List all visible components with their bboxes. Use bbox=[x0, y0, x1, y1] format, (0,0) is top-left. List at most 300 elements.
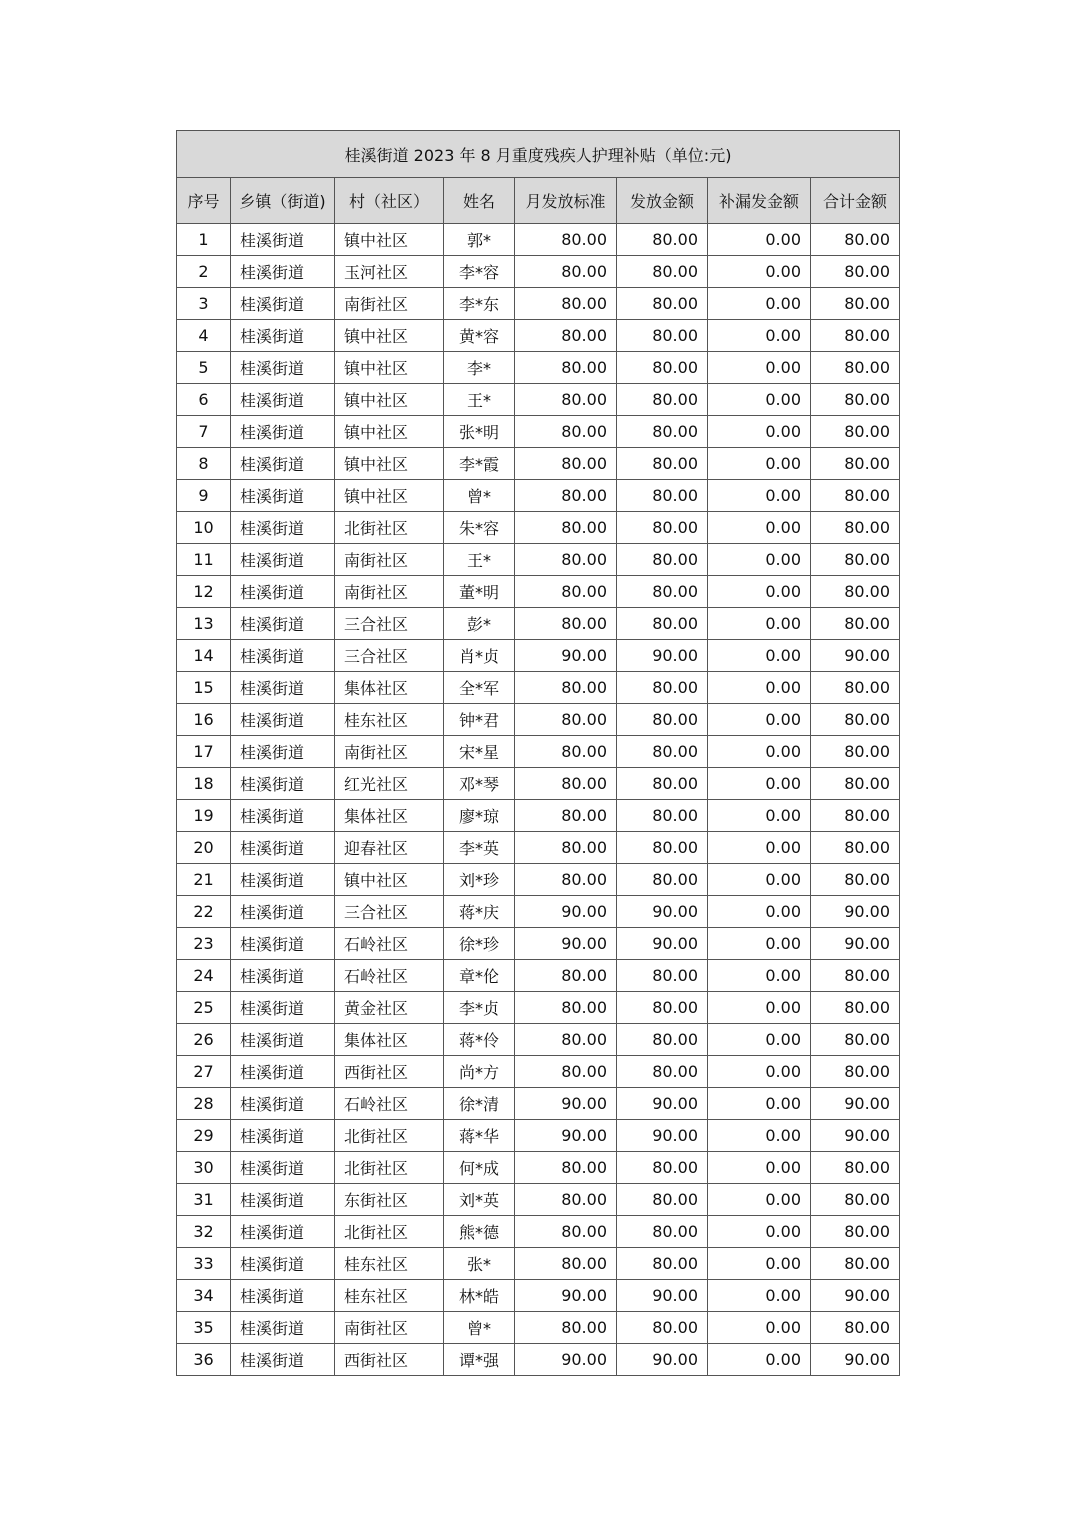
monthly-standard-cell: 90.00 bbox=[515, 928, 617, 960]
total-amount-cell: 80.00 bbox=[811, 992, 900, 1024]
name-cell: 朱*容 bbox=[444, 512, 515, 544]
total-amount-cell: 80.00 bbox=[811, 416, 900, 448]
community-cell: 迎春社区 bbox=[335, 832, 444, 864]
header-cell-issued-amount: 发放金额 bbox=[617, 178, 708, 224]
monthly-standard-cell: 80.00 bbox=[515, 576, 617, 608]
issued-amount-cell: 80.00 bbox=[617, 800, 708, 832]
monthly-standard-cell: 80.00 bbox=[515, 256, 617, 288]
issued-amount-cell: 80.00 bbox=[617, 416, 708, 448]
town-cell: 桂溪街道 bbox=[231, 1088, 335, 1120]
issued-amount-cell: 80.00 bbox=[617, 768, 708, 800]
total-amount-cell: 80.00 bbox=[811, 736, 900, 768]
community-cell: 桂东社区 bbox=[335, 1280, 444, 1312]
total-amount-cell: 80.00 bbox=[811, 256, 900, 288]
monthly-standard-cell: 90.00 bbox=[515, 1344, 617, 1376]
issued-amount-cell: 90.00 bbox=[617, 640, 708, 672]
index-cell: 24 bbox=[177, 960, 231, 992]
name-cell: 李*贞 bbox=[444, 992, 515, 1024]
issued-amount-cell: 80.00 bbox=[617, 480, 708, 512]
table-row bbox=[177, 224, 900, 256]
issued-amount-cell: 80.00 bbox=[617, 224, 708, 256]
town-cell: 桂溪街道 bbox=[231, 608, 335, 640]
monthly-standard-cell: 80.00 bbox=[515, 960, 617, 992]
index-cell: 36 bbox=[177, 1344, 231, 1376]
issued-amount-cell: 80.00 bbox=[617, 1184, 708, 1216]
monthly-standard-cell: 80.00 bbox=[515, 352, 617, 384]
supplement-amount-cell: 0.00 bbox=[708, 512, 811, 544]
supplement-amount-cell: 0.00 bbox=[708, 1088, 811, 1120]
town-cell: 桂溪街道 bbox=[231, 384, 335, 416]
town-cell: 桂溪街道 bbox=[231, 1216, 335, 1248]
community-cell: 南街社区 bbox=[335, 736, 444, 768]
name-cell: 肖*贞 bbox=[444, 640, 515, 672]
monthly-standard-cell: 90.00 bbox=[515, 1120, 617, 1152]
index-cell: 10 bbox=[177, 512, 231, 544]
index-cell: 35 bbox=[177, 1312, 231, 1344]
name-cell: 尚*方 bbox=[444, 1056, 515, 1088]
total-amount-cell: 80.00 bbox=[811, 1312, 900, 1344]
monthly-standard-cell: 80.00 bbox=[515, 512, 617, 544]
total-amount-cell: 80.00 bbox=[811, 224, 900, 256]
index-cell: 8 bbox=[177, 448, 231, 480]
name-cell: 何*成 bbox=[444, 1152, 515, 1184]
town-cell: 桂溪街道 bbox=[231, 1120, 335, 1152]
table-row bbox=[177, 1280, 900, 1312]
monthly-standard-cell: 80.00 bbox=[515, 224, 617, 256]
monthly-standard-cell: 80.00 bbox=[515, 768, 617, 800]
title-row bbox=[177, 131, 900, 178]
supplement-amount-cell: 0.00 bbox=[708, 256, 811, 288]
name-cell: 蒋*伶 bbox=[444, 1024, 515, 1056]
index-cell: 22 bbox=[177, 896, 231, 928]
community-cell: 北街社区 bbox=[335, 1120, 444, 1152]
town-cell: 桂溪街道 bbox=[231, 1248, 335, 1280]
index-cell: 9 bbox=[177, 480, 231, 512]
issued-amount-cell: 90.00 bbox=[617, 1344, 708, 1376]
community-cell: 南街社区 bbox=[335, 1312, 444, 1344]
issued-amount-cell: 80.00 bbox=[617, 1216, 708, 1248]
index-cell: 17 bbox=[177, 736, 231, 768]
community-cell: 黄金社区 bbox=[335, 992, 444, 1024]
table-row bbox=[177, 1312, 900, 1344]
issued-amount-cell: 80.00 bbox=[617, 672, 708, 704]
total-amount-cell: 80.00 bbox=[811, 608, 900, 640]
total-amount-cell: 90.00 bbox=[811, 1088, 900, 1120]
table-row bbox=[177, 544, 900, 576]
monthly-standard-cell: 80.00 bbox=[515, 832, 617, 864]
name-cell: 钟*君 bbox=[444, 704, 515, 736]
total-amount-cell: 90.00 bbox=[811, 896, 900, 928]
name-cell: 熊*德 bbox=[444, 1216, 515, 1248]
community-cell: 镇中社区 bbox=[335, 416, 444, 448]
town-cell: 桂溪街道 bbox=[231, 992, 335, 1024]
monthly-standard-cell: 80.00 bbox=[515, 736, 617, 768]
total-amount-cell: 80.00 bbox=[811, 960, 900, 992]
index-cell: 31 bbox=[177, 1184, 231, 1216]
index-cell: 12 bbox=[177, 576, 231, 608]
table-row bbox=[177, 320, 900, 352]
supplement-amount-cell: 0.00 bbox=[708, 800, 811, 832]
town-cell: 桂溪街道 bbox=[231, 736, 335, 768]
name-cell: 彭* bbox=[444, 608, 515, 640]
supplement-amount-cell: 0.00 bbox=[708, 864, 811, 896]
name-cell: 徐*清 bbox=[444, 1088, 515, 1120]
town-cell: 桂溪街道 bbox=[231, 320, 335, 352]
community-cell: 北街社区 bbox=[335, 1152, 444, 1184]
community-cell: 石岭社区 bbox=[335, 960, 444, 992]
supplement-amount-cell: 0.00 bbox=[708, 448, 811, 480]
name-cell: 郭* bbox=[444, 224, 515, 256]
index-cell: 18 bbox=[177, 768, 231, 800]
monthly-standard-cell: 80.00 bbox=[515, 1024, 617, 1056]
issued-amount-cell: 80.00 bbox=[617, 736, 708, 768]
index-cell: 4 bbox=[177, 320, 231, 352]
community-cell: 镇中社区 bbox=[335, 320, 444, 352]
total-amount-cell: 80.00 bbox=[811, 832, 900, 864]
community-cell: 东街社区 bbox=[335, 1184, 444, 1216]
supplement-amount-cell: 0.00 bbox=[708, 1216, 811, 1248]
monthly-standard-cell: 90.00 bbox=[515, 640, 617, 672]
community-cell: 镇中社区 bbox=[335, 352, 444, 384]
supplement-amount-cell: 0.00 bbox=[708, 1280, 811, 1312]
subsidy-sheet bbox=[176, 130, 899, 1376]
name-cell: 蒋*庆 bbox=[444, 896, 515, 928]
table-row bbox=[177, 832, 900, 864]
index-cell: 28 bbox=[177, 1088, 231, 1120]
index-cell: 21 bbox=[177, 864, 231, 896]
town-cell: 桂溪街道 bbox=[231, 544, 335, 576]
header-cell-community: 村（社区） bbox=[335, 178, 444, 224]
monthly-standard-cell: 90.00 bbox=[515, 1088, 617, 1120]
community-cell: 南街社区 bbox=[335, 544, 444, 576]
monthly-standard-cell: 90.00 bbox=[515, 896, 617, 928]
supplement-amount-cell: 0.00 bbox=[708, 672, 811, 704]
table-row bbox=[177, 1152, 900, 1184]
monthly-standard-cell: 80.00 bbox=[515, 672, 617, 704]
name-cell: 李*英 bbox=[444, 832, 515, 864]
total-amount-cell: 80.00 bbox=[811, 704, 900, 736]
issued-amount-cell: 80.00 bbox=[617, 1024, 708, 1056]
table-row bbox=[177, 960, 900, 992]
monthly-standard-cell: 80.00 bbox=[515, 480, 617, 512]
index-cell: 3 bbox=[177, 288, 231, 320]
name-cell: 谭*强 bbox=[444, 1344, 515, 1376]
name-cell: 黄*容 bbox=[444, 320, 515, 352]
table-row bbox=[177, 1248, 900, 1280]
town-cell: 桂溪街道 bbox=[231, 288, 335, 320]
monthly-standard-cell: 80.00 bbox=[515, 704, 617, 736]
table-row bbox=[177, 1120, 900, 1152]
issued-amount-cell: 80.00 bbox=[617, 1056, 708, 1088]
community-cell: 西街社区 bbox=[335, 1344, 444, 1376]
table-row bbox=[177, 896, 900, 928]
town-cell: 桂溪街道 bbox=[231, 1280, 335, 1312]
name-cell: 章*伦 bbox=[444, 960, 515, 992]
monthly-standard-cell: 80.00 bbox=[515, 1312, 617, 1344]
index-cell: 19 bbox=[177, 800, 231, 832]
issued-amount-cell: 80.00 bbox=[617, 352, 708, 384]
name-cell: 曾* bbox=[444, 480, 515, 512]
monthly-standard-cell: 80.00 bbox=[515, 384, 617, 416]
table-row bbox=[177, 288, 900, 320]
index-cell: 2 bbox=[177, 256, 231, 288]
table-row bbox=[177, 928, 900, 960]
community-cell: 三合社区 bbox=[335, 608, 444, 640]
total-amount-cell: 80.00 bbox=[811, 352, 900, 384]
issued-amount-cell: 80.00 bbox=[617, 544, 708, 576]
monthly-standard-cell: 80.00 bbox=[515, 416, 617, 448]
community-cell: 镇中社区 bbox=[335, 480, 444, 512]
monthly-standard-cell: 80.00 bbox=[515, 608, 617, 640]
monthly-standard-cell: 80.00 bbox=[515, 1056, 617, 1088]
total-amount-cell: 80.00 bbox=[811, 768, 900, 800]
name-cell: 王* bbox=[444, 384, 515, 416]
table-row bbox=[177, 800, 900, 832]
total-amount-cell: 80.00 bbox=[811, 1056, 900, 1088]
table-row bbox=[177, 576, 900, 608]
issued-amount-cell: 90.00 bbox=[617, 1088, 708, 1120]
issued-amount-cell: 90.00 bbox=[617, 1120, 708, 1152]
table-row bbox=[177, 480, 900, 512]
total-amount-cell: 80.00 bbox=[811, 480, 900, 512]
issued-amount-cell: 80.00 bbox=[617, 288, 708, 320]
header-cell-supplement-amount: 补漏发金额 bbox=[708, 178, 811, 224]
town-cell: 桂溪街道 bbox=[231, 576, 335, 608]
issued-amount-cell: 90.00 bbox=[617, 1280, 708, 1312]
name-cell: 廖*琼 bbox=[444, 800, 515, 832]
total-amount-cell: 90.00 bbox=[811, 640, 900, 672]
table-row bbox=[177, 768, 900, 800]
monthly-standard-cell: 80.00 bbox=[515, 448, 617, 480]
table-body bbox=[177, 224, 900, 1376]
supplement-amount-cell: 0.00 bbox=[708, 384, 811, 416]
issued-amount-cell: 80.00 bbox=[617, 704, 708, 736]
name-cell: 蒋*华 bbox=[444, 1120, 515, 1152]
index-cell: 15 bbox=[177, 672, 231, 704]
community-cell: 玉河社区 bbox=[335, 256, 444, 288]
index-cell: 25 bbox=[177, 992, 231, 1024]
index-cell: 27 bbox=[177, 1056, 231, 1088]
supplement-amount-cell: 0.00 bbox=[708, 480, 811, 512]
issued-amount-cell: 80.00 bbox=[617, 608, 708, 640]
supplement-amount-cell: 0.00 bbox=[708, 896, 811, 928]
issued-amount-cell: 80.00 bbox=[617, 448, 708, 480]
supplement-amount-cell: 0.00 bbox=[708, 1248, 811, 1280]
index-cell: 29 bbox=[177, 1120, 231, 1152]
issued-amount-cell: 80.00 bbox=[617, 992, 708, 1024]
name-cell: 徐*珍 bbox=[444, 928, 515, 960]
town-cell: 桂溪街道 bbox=[231, 512, 335, 544]
community-cell: 三合社区 bbox=[335, 896, 444, 928]
total-amount-cell: 80.00 bbox=[811, 448, 900, 480]
index-cell: 14 bbox=[177, 640, 231, 672]
community-cell: 北街社区 bbox=[335, 1216, 444, 1248]
community-cell: 集体社区 bbox=[335, 1024, 444, 1056]
community-cell: 红光社区 bbox=[335, 768, 444, 800]
table-row bbox=[177, 448, 900, 480]
table-row bbox=[177, 704, 900, 736]
supplement-amount-cell: 0.00 bbox=[708, 1056, 811, 1088]
header-cell-index: 序号 bbox=[177, 178, 231, 224]
supplement-amount-cell: 0.00 bbox=[708, 768, 811, 800]
subsidy-table bbox=[176, 130, 900, 1376]
supplement-amount-cell: 0.00 bbox=[708, 352, 811, 384]
name-cell: 刘*珍 bbox=[444, 864, 515, 896]
supplement-amount-cell: 0.00 bbox=[708, 992, 811, 1024]
name-cell: 王* bbox=[444, 544, 515, 576]
table-row bbox=[177, 1216, 900, 1248]
supplement-amount-cell: 0.00 bbox=[708, 288, 811, 320]
table-row bbox=[177, 1344, 900, 1376]
community-cell: 集体社区 bbox=[335, 672, 444, 704]
issued-amount-cell: 90.00 bbox=[617, 928, 708, 960]
supplement-amount-cell: 0.00 bbox=[708, 608, 811, 640]
community-cell: 镇中社区 bbox=[335, 224, 444, 256]
issued-amount-cell: 80.00 bbox=[617, 256, 708, 288]
town-cell: 桂溪街道 bbox=[231, 480, 335, 512]
monthly-standard-cell: 80.00 bbox=[515, 1184, 617, 1216]
total-amount-cell: 80.00 bbox=[811, 1152, 900, 1184]
issued-amount-cell: 80.00 bbox=[617, 512, 708, 544]
supplement-amount-cell: 0.00 bbox=[708, 320, 811, 352]
table-title: 桂溪街道 2023 年 8 月重度残疾人护理补贴（单位:元) bbox=[177, 131, 900, 178]
supplement-amount-cell: 0.00 bbox=[708, 928, 811, 960]
issued-amount-cell: 80.00 bbox=[617, 320, 708, 352]
index-cell: 23 bbox=[177, 928, 231, 960]
supplement-amount-cell: 0.00 bbox=[708, 960, 811, 992]
name-cell: 林*皓 bbox=[444, 1280, 515, 1312]
table-row bbox=[177, 256, 900, 288]
community-cell: 桂东社区 bbox=[335, 704, 444, 736]
table-row bbox=[177, 640, 900, 672]
monthly-standard-cell: 80.00 bbox=[515, 864, 617, 896]
monthly-standard-cell: 80.00 bbox=[515, 1216, 617, 1248]
community-cell: 集体社区 bbox=[335, 800, 444, 832]
table-row bbox=[177, 992, 900, 1024]
name-cell: 张*明 bbox=[444, 416, 515, 448]
supplement-amount-cell: 0.00 bbox=[708, 640, 811, 672]
monthly-standard-cell: 80.00 bbox=[515, 800, 617, 832]
table-row bbox=[177, 384, 900, 416]
town-cell: 桂溪街道 bbox=[231, 352, 335, 384]
town-cell: 桂溪街道 bbox=[231, 1152, 335, 1184]
total-amount-cell: 80.00 bbox=[811, 1024, 900, 1056]
town-cell: 桂溪街道 bbox=[231, 1056, 335, 1088]
town-cell: 桂溪街道 bbox=[231, 672, 335, 704]
total-amount-cell: 90.00 bbox=[811, 1120, 900, 1152]
index-cell: 32 bbox=[177, 1216, 231, 1248]
issued-amount-cell: 80.00 bbox=[617, 576, 708, 608]
town-cell: 桂溪街道 bbox=[231, 1184, 335, 1216]
table-row bbox=[177, 736, 900, 768]
town-cell: 桂溪街道 bbox=[231, 832, 335, 864]
town-cell: 桂溪街道 bbox=[231, 800, 335, 832]
monthly-standard-cell: 80.00 bbox=[515, 288, 617, 320]
index-cell: 16 bbox=[177, 704, 231, 736]
supplement-amount-cell: 0.00 bbox=[708, 1120, 811, 1152]
total-amount-cell: 80.00 bbox=[811, 672, 900, 704]
town-cell: 桂溪街道 bbox=[231, 1024, 335, 1056]
supplement-amount-cell: 0.00 bbox=[708, 704, 811, 736]
name-cell: 全*军 bbox=[444, 672, 515, 704]
index-cell: 11 bbox=[177, 544, 231, 576]
total-amount-cell: 90.00 bbox=[811, 1344, 900, 1376]
index-cell: 7 bbox=[177, 416, 231, 448]
header-cell-monthly-standard: 月发放标准 bbox=[515, 178, 617, 224]
town-cell: 桂溪街道 bbox=[231, 416, 335, 448]
community-cell: 镇中社区 bbox=[335, 448, 444, 480]
supplement-amount-cell: 0.00 bbox=[708, 736, 811, 768]
name-cell: 邓*琴 bbox=[444, 768, 515, 800]
town-cell: 桂溪街道 bbox=[231, 928, 335, 960]
index-cell: 34 bbox=[177, 1280, 231, 1312]
issued-amount-cell: 80.00 bbox=[617, 384, 708, 416]
supplement-amount-cell: 0.00 bbox=[708, 544, 811, 576]
community-cell: 南街社区 bbox=[335, 288, 444, 320]
total-amount-cell: 80.00 bbox=[811, 512, 900, 544]
town-cell: 桂溪街道 bbox=[231, 448, 335, 480]
index-cell: 5 bbox=[177, 352, 231, 384]
town-cell: 桂溪街道 bbox=[231, 704, 335, 736]
issued-amount-cell: 80.00 bbox=[617, 1248, 708, 1280]
header-cell-total-amount: 合计金额 bbox=[811, 178, 900, 224]
community-cell: 镇中社区 bbox=[335, 864, 444, 896]
total-amount-cell: 80.00 bbox=[811, 288, 900, 320]
monthly-standard-cell: 80.00 bbox=[515, 320, 617, 352]
name-cell: 董*明 bbox=[444, 576, 515, 608]
table-row bbox=[177, 672, 900, 704]
index-cell: 13 bbox=[177, 608, 231, 640]
total-amount-cell: 80.00 bbox=[811, 576, 900, 608]
name-cell: 宋*星 bbox=[444, 736, 515, 768]
town-cell: 桂溪街道 bbox=[231, 1344, 335, 1376]
name-cell: 刘*英 bbox=[444, 1184, 515, 1216]
supplement-amount-cell: 0.00 bbox=[708, 224, 811, 256]
issued-amount-cell: 80.00 bbox=[617, 960, 708, 992]
table-row bbox=[177, 864, 900, 896]
monthly-standard-cell: 80.00 bbox=[515, 992, 617, 1024]
total-amount-cell: 80.00 bbox=[811, 1248, 900, 1280]
total-amount-cell: 80.00 bbox=[811, 864, 900, 896]
supplement-amount-cell: 0.00 bbox=[708, 1312, 811, 1344]
name-cell: 李*容 bbox=[444, 256, 515, 288]
community-cell: 石岭社区 bbox=[335, 928, 444, 960]
town-cell: 桂溪街道 bbox=[231, 960, 335, 992]
supplement-amount-cell: 0.00 bbox=[708, 1344, 811, 1376]
name-cell: 曾* bbox=[444, 1312, 515, 1344]
table-row bbox=[177, 1184, 900, 1216]
name-cell: 张* bbox=[444, 1248, 515, 1280]
supplement-amount-cell: 0.00 bbox=[708, 832, 811, 864]
supplement-amount-cell: 0.00 bbox=[708, 416, 811, 448]
town-cell: 桂溪街道 bbox=[231, 224, 335, 256]
table-row bbox=[177, 1024, 900, 1056]
index-cell: 26 bbox=[177, 1024, 231, 1056]
header-cell-name: 姓名 bbox=[444, 178, 515, 224]
table-row bbox=[177, 1056, 900, 1088]
name-cell: 李*霞 bbox=[444, 448, 515, 480]
community-cell: 桂东社区 bbox=[335, 1248, 444, 1280]
community-cell: 西街社区 bbox=[335, 1056, 444, 1088]
supplement-amount-cell: 0.00 bbox=[708, 576, 811, 608]
table-row bbox=[177, 1088, 900, 1120]
monthly-standard-cell: 80.00 bbox=[515, 1152, 617, 1184]
monthly-standard-cell: 90.00 bbox=[515, 1280, 617, 1312]
index-cell: 20 bbox=[177, 832, 231, 864]
supplement-amount-cell: 0.00 bbox=[708, 1184, 811, 1216]
community-cell: 三合社区 bbox=[335, 640, 444, 672]
table-row bbox=[177, 416, 900, 448]
